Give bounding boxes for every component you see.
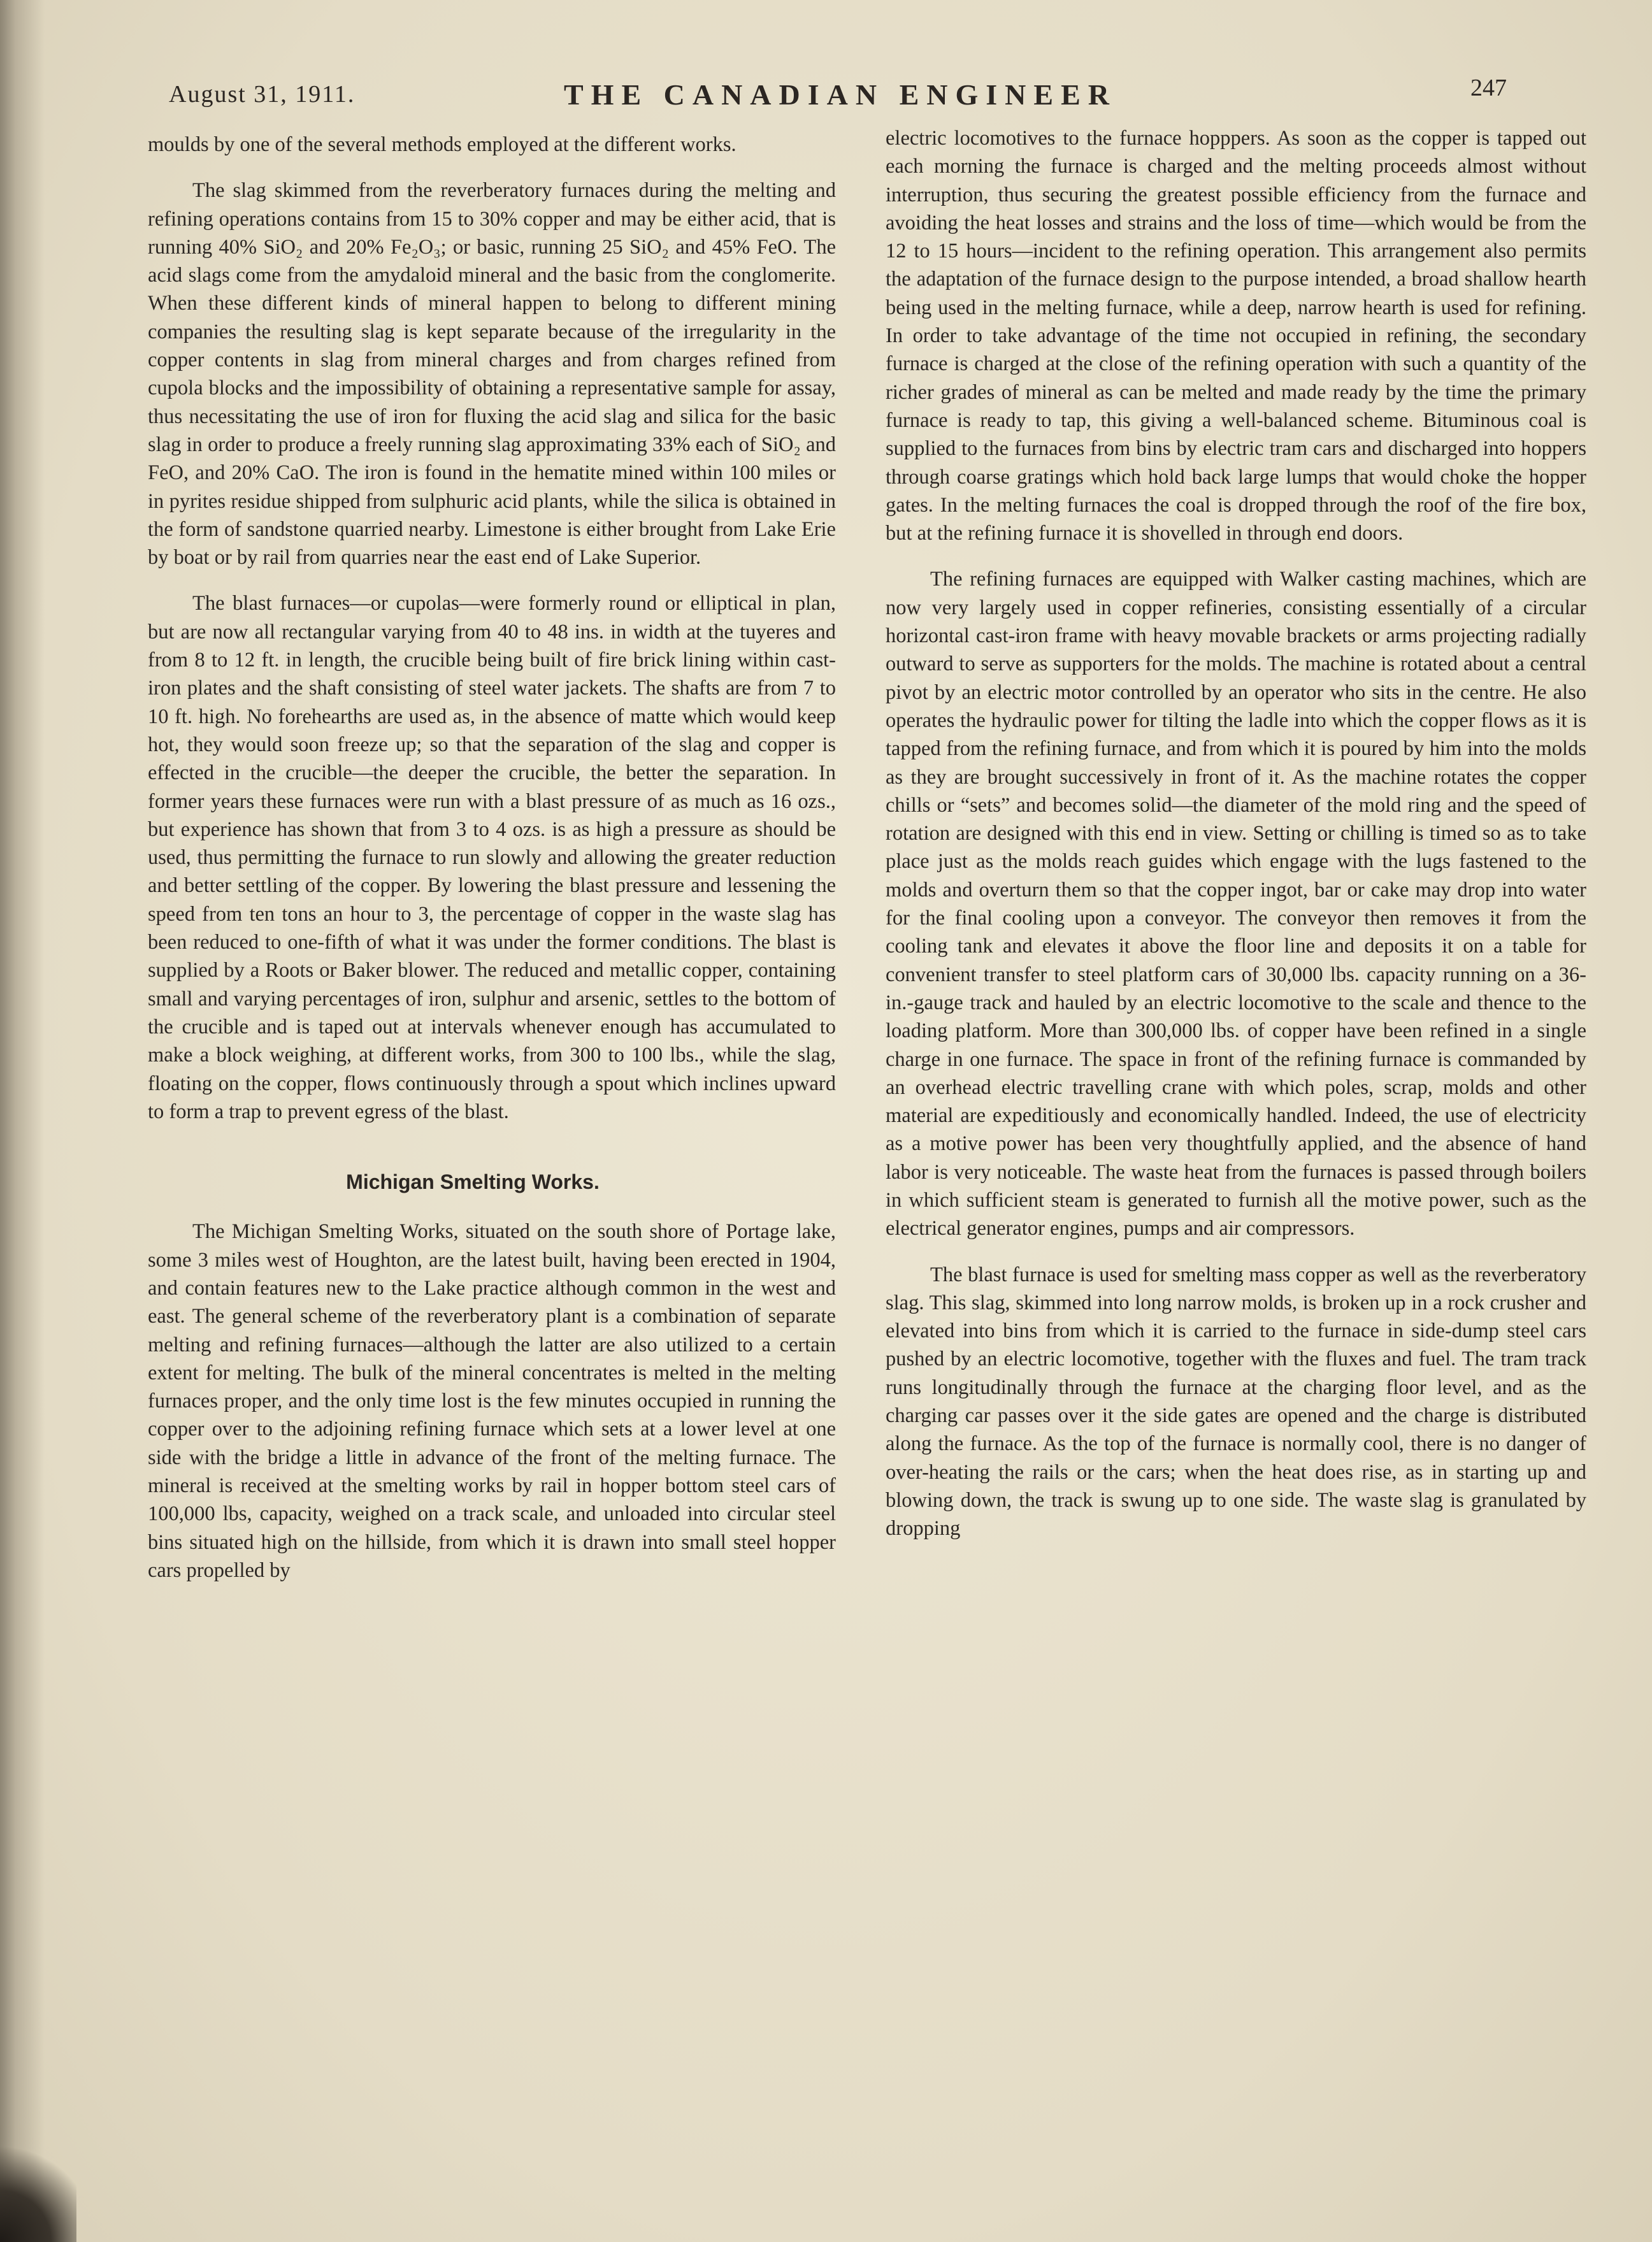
running-header xyxy=(169,69,1507,113)
header-date: August 31, 1911. xyxy=(169,81,356,108)
paragraph: electric locomotives to the furnace hopppers. As soon as the copper is tapped out each morning the furnace is charged and the melting proceeds almost without interruption, thus securing the greatest possible efficiency from the furnace and avoiding the heat losses and strains and the loss of time—which would be from the 12 to 15 hours—incident to the refining operation. This arrangement also permits the adaptation of the furnace design to the purpose intended, a broad shallow hearth being used in the melting furnace, while a deep, narrow hearth is used for refining. In order to take advantage of the time not occupied in refining, the secondary furnace is charged at the close of the refining operation with such a quantity of the richer grades of mineral as can be melted and made ready by the time the primary furnace is ready to tap, this giving a well-balanced scheme. Bituminous coal is supplied to the furnaces from bins by electric tram cars and discharged into hoppers through coarse gratings which hold back large lumps that would choke the hopper gates. In the melting furnaces the coal is dropped through the roof of the fire box, but at the refining furnace it is shovelled in through end doors. xyxy=(886,127,1586,545)
left-column xyxy=(148,131,836,1602)
paragraph: The blast furnaces—or cupolas—were formerly round or elliptical in plan, but are now all rectangular varying from 40 to 48 ins. in width at the tuyeres and from 8 to 12 ft. in length, the crucible being built of fire brick lining within cast-iron plates and the shaft consisting of steel water jackets. The shafts are from 7 to 10 ft. high. No forehearths are used as, in the absence of matte which would keep hot, they would soon freeze up; so that the separation of the slag and copper is effected in the crucible—the deeper the crucible, the better the separation. In former years these furnaces were run with a blast pressure of as much as 16 ozs., but experience has shown that from 3 to 4 ozs. is as high a pressure as should be used, thus permitting the furnace to run slowly and allowing the greater reduction and better settling of the copper. By lowering the blast pressure and lessening the speed from ten tons an hour to 3, the percentage of copper in the waste slag has been reduced to one-fifth of what it was under the former conditions. The blast is supplied by a Roots or Baker blower. The reduced and metallic copper, containing small and varying percentages of iron, sulphur and arsenic, settles to the bottom of the crucible and is taped out at intervals whenever enough has accumulated to make a block weighing, at different works, from 300 to 100 lbs., while the slag, floating on the copper, flows continuously through a spout which inclines upward to form a trap to prevent egress of the blast. xyxy=(148,592,836,1123)
page-number: 247 xyxy=(1470,75,1507,101)
paragraph: The slag skimmed from the reverberatory furnaces during the melting and refining operations contains from 15 to 30% copper and may be either acid, that is running 40% SiO₂ and 20% Fe₂O₃; or basic, running 25 SiO₂ and 45% FeO. The acid slags come from the amydaloid mineral and the basic from the conglomerite. When these different kinds of mineral happen to belong to different mining companies the resulting slag is kept separate because of the irregularity in the copper contents in slag from mineral charges and from charges refined from cupola blocks and the impossibility of obtaining a representative sample for assay, thus necessitating the use of iron for fluxing the acid slag and silica for the basic slag in order to produce a freely running slag approximating 33% each of SiO₂ and FeO, and 20% CaO. The iron is found in the hematite mined within 100 miles or in pyrites residue shipped from sulphuric acid plants, while the silica is obtained in the form of sandstone quarried nearby. Limestone is either brought from Lake Erie by boat or by rail from quarries near the east end of Lake Superior. xyxy=(148,179,836,570)
paragraph: The blast furnace is used for smelting mass copper as well as the reverberatory slag. This slag, skimmed into long narrow molds, is broken up in a rock crusher and elevated into bins from which it is carried to the furnace in side-dump steel cars pushed by an electric locomotive, together with the fluxes and fuel. The tram track runs longitudinally through the furnace at the charging floor level, and as the charging car passes over it the side gates are opened and the charge is distributed along the furnace. As the top of the furnace is normally cool, there is no danger of over-heating the rails or the cars; when the heat does rise, as in starting up and blowing down, the track is swung up to one side. The waste slag is granulated by dropping xyxy=(886,1263,1586,1541)
right-column xyxy=(886,124,1586,1561)
journal-title: THE CANADIAN ENGINEER xyxy=(564,78,1117,111)
paragraph: moulds by one of the several methods employed at the different works. xyxy=(148,133,736,156)
binding-shadow xyxy=(0,0,45,2242)
paragraph: The Michigan Smelting Works, situated on the south shore of Portage lake, some 3 miles west of Houghton, are the latest built, having been erected in 1904, and contain features new to the Lake practice although common in the west and east. The general scheme of the reverberatory plant is a combination of separate melting and refining furnaces—although the latter are also utilized to a certain extent for melting. The bulk of the mineral concentrates is melted in the melting furnaces proper, and the only time lost is the few minutes occupied in running the copper over to the adjoining refining furnace which sets at a lower level at one side with the bridge a little in advance of the front of the melting furnace. The mineral is received at the smelting works by rail in hopper bottom steel cars of 100,000 lbs, capacity, weighed on a track scale, and unloaded into circular steel bins situated high on the hillside, from which it is drawn into small steel hopper cars propelled by xyxy=(148,1220,836,1582)
paragraph: The refining furnaces are equipped with Walker casting machines, which are now very largely used in copper refineries, consisting essentially of a circular horizontal cast-iron frame with heavy movable brackets or arms projecting radially outward to serve as supporters for the molds. The machine is rotated about a central pivot by an electric motor controlled by an operator who sits in the centre. He also operates the hydraulic power for tilting the ladle into which the copper flows as it is tapped from the refining furnace, and from which it is poured by him into the molds as they are brought successively in front of it. As the machine rotates the copper chills or “sets” and becomes solid—the diameter of the mold ring and the speed of rotation are designed with this end in view. Setting or chilling is timed so as to take place just as the molds reach guides which engage with the lugs fastened to the molds and overturn them so that the copper ingot, bar or cake may drop into water for the final cooling upon a conveyor. The conveyor then removes it from the cooling tank and elevates it above the floor line and deposits it on a table for convenient transfer to steel platform cars of 30,000 lbs. capacity running on a 36-in.-gauge track and hauled by an electric locomotive to the scale and thence to the loading platform. More than 300,000 lbs. of copper have been refined in a single charge in one furnace. The space in front of the refining furnace is commanded by an overhead electric travelling crane with which poles, scrap, molds and other material are expeditiously and economically handled. Indeed, the use of electricity as a motive power has been very thoughtfully applied, and the absence of hand labor is very noticeable. The waste heat from the furnaces is passed through boilers in which sufficient steam is generated to furnish all the motive power, such as the electrical generator engines, pumps and air compressors. xyxy=(886,568,1586,1240)
section-heading: Michigan Smelting Works. xyxy=(346,1170,600,1194)
corner-shadow xyxy=(0,2140,76,2242)
